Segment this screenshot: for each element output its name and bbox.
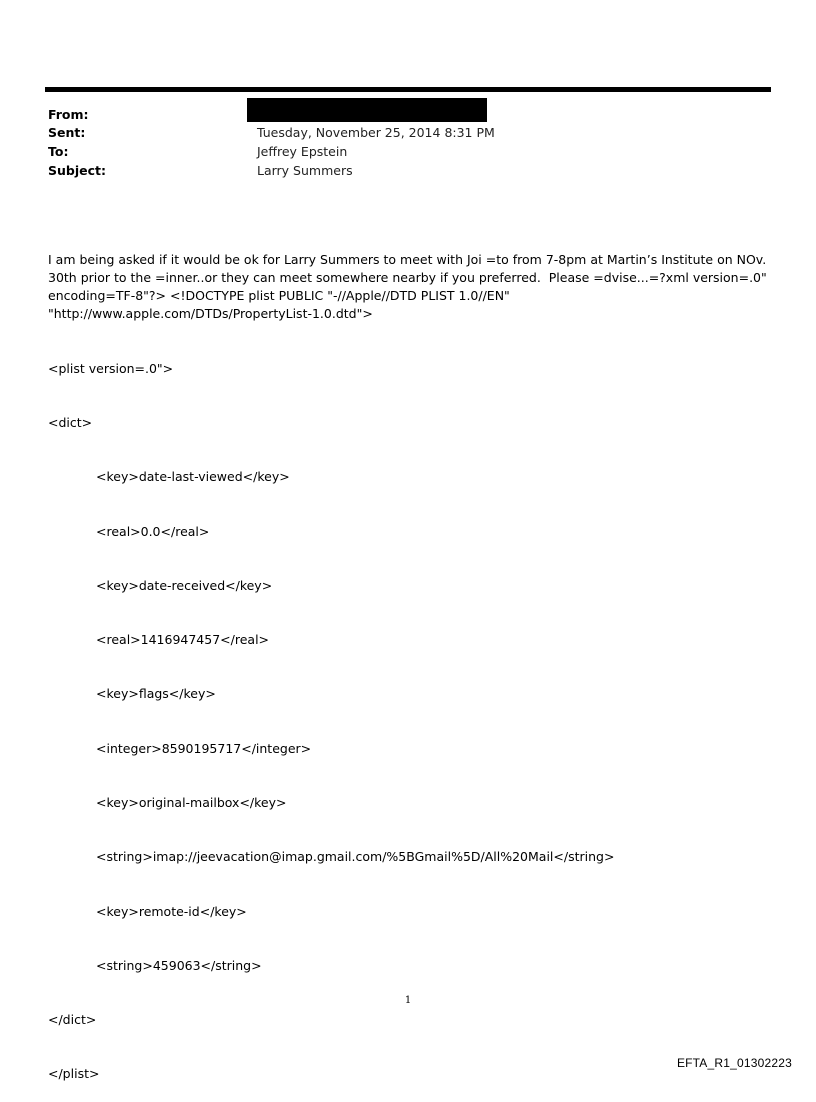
- dict-line: <key>flags</key>: [96, 686, 216, 702]
- sent-label: Sent:: [48, 125, 86, 140]
- dict-line: <key>date-received</key>: [96, 577, 273, 593]
- redaction-bar: [247, 98, 487, 122]
- dict-line: <string>459063</string>: [96, 957, 262, 973]
- to-label: To:: [48, 144, 69, 159]
- subject-label: Subject:: [48, 163, 106, 178]
- plist-close-line: </plist>: [48, 1066, 100, 1082]
- from-label: From:: [48, 107, 89, 122]
- dict-line: <integer>8590195717</integer>: [96, 740, 312, 756]
- dict-line: <key>date-last-viewed</key>: [96, 469, 290, 485]
- dict-line: <key>remote-id</key>: [96, 903, 247, 919]
- to-value: Jeffrey Epstein: [257, 144, 348, 159]
- dict-open-line: <dict>: [48, 415, 93, 431]
- dict-close-line: </dict>: [48, 1012, 97, 1028]
- dict-line: <string>imap://jeevacation@imap.gmail.com/%5BGmail%5D/All%20Mail</string>: [96, 849, 615, 865]
- dict-line: <key>original-mailbox</key>: [96, 795, 287, 810]
- body-paragraph: I am being asked if it would be ok for Larry Summers to meet with Joi =to from 7-8pm at Martin’s Institute on NOv. 30th prior to the =inner..or they can meet somewhere nearby if you preferred. Please =dvise...=?xml version=.0" encoding=TF-8"?> <!DOCTYPE plist PUBLIC "-//Apple//DTD PLIST 1.0//EN" "http://www.apple.com/DTDs/PropertyList-1.0.dtd">: [48, 252, 771, 322]
- plist-open-line: <plist version=.0">: [48, 360, 174, 376]
- to-row: [48, 143, 748, 161]
- dict-line: <real>0.0</real>: [96, 523, 210, 539]
- header-divider: [45, 87, 771, 92]
- dict-line: <real>1416947457</real>: [96, 632, 270, 648]
- sent-row: [48, 124, 748, 142]
- subject-value: Larry Summers: [257, 163, 353, 178]
- subject-row: [48, 162, 748, 180]
- page-number: 1: [404, 995, 412, 1006]
- sent-value: Tuesday, November 25, 2014 8:31 PM: [257, 125, 495, 140]
- email-body: [48, 215, 773, 1102]
- document-id: EFTA_R1_01302223: [676, 1056, 792, 1070]
